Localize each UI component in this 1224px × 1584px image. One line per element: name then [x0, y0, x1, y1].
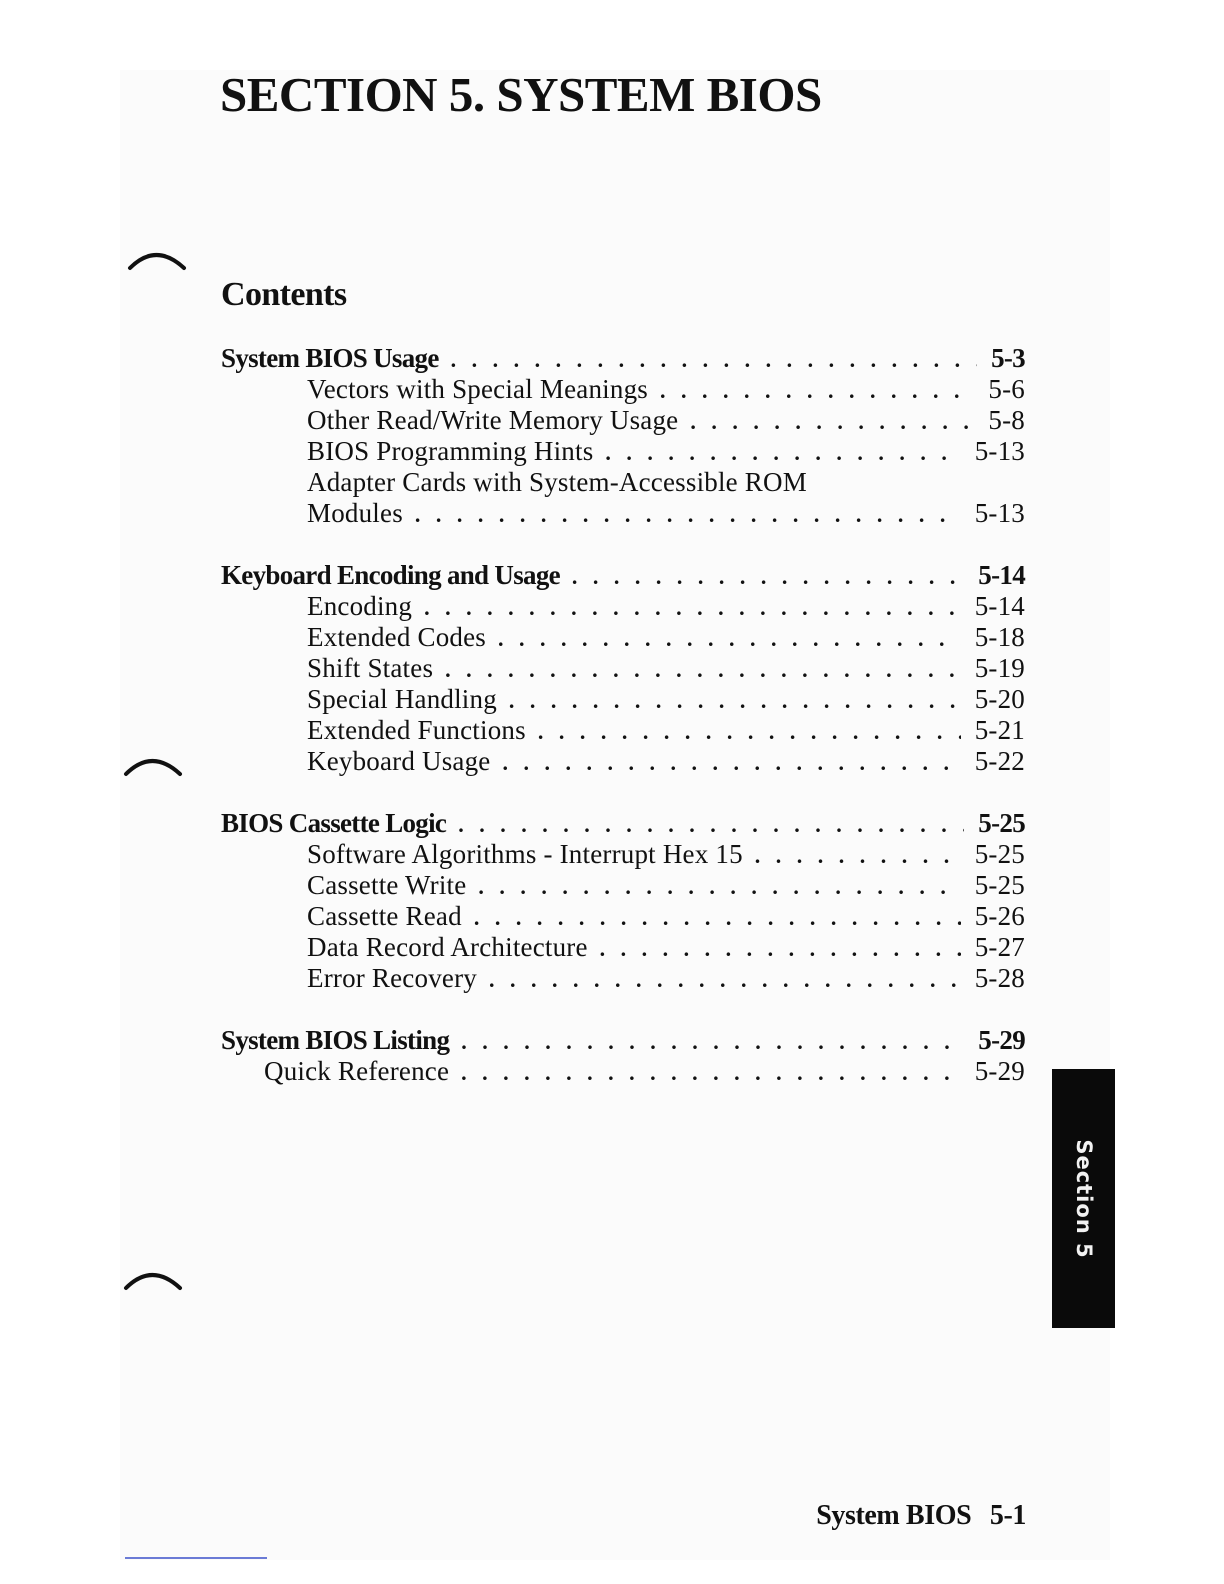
- toc-entry-title: Keyboard Encoding and Usage: [221, 560, 560, 590]
- toc-entry-title: Special Handling: [307, 684, 497, 714]
- section-tab: [1052, 1069, 1115, 1328]
- toc-entry[interactable]: [221, 498, 1025, 529]
- dot-leader: [424, 592, 961, 623]
- toc-entry-title: Software Algorithms - Interrupt Hex 15: [307, 839, 743, 869]
- dot-leader: [489, 964, 961, 995]
- toc-entry-title: Modules: [307, 498, 403, 528]
- toc-entry-page: 5-25: [974, 839, 1025, 869]
- toc-entry-major[interactable]: [221, 1025, 1025, 1056]
- toc-entry-title: Adapter Cards with System-Accessible ROM: [307, 467, 807, 497]
- toc-entry-title: BIOS Programming Hints: [307, 436, 594, 466]
- toc-entry-major[interactable]: [221, 808, 1025, 839]
- toc-entry[interactable]: [221, 746, 1025, 777]
- dot-leader: [474, 902, 961, 933]
- toc-entry-title: Extended Codes: [307, 622, 487, 652]
- toc-entry[interactable]: [221, 901, 1025, 932]
- toc-entry-major[interactable]: [221, 343, 1025, 374]
- toc-group-keyboard-encoding: [221, 560, 1025, 777]
- toc-entry-page: 5-19: [974, 653, 1025, 683]
- toc-entry-page: 5-6: [988, 374, 1025, 404]
- toc-entry-page: 5-14: [974, 591, 1025, 621]
- page-title: SECTION 5. SYSTEM BIOS: [220, 67, 822, 122]
- page-number: 5-1: [989, 1500, 1026, 1531]
- toc-entry-page: 5-27: [974, 932, 1025, 962]
- contents-heading: Contents: [221, 276, 347, 313]
- toc-entry-page: 5-28: [974, 963, 1025, 993]
- dot-leader: [445, 654, 961, 685]
- toc-entry[interactable]: [221, 932, 1025, 963]
- dot-leader: [509, 685, 961, 716]
- toc-entry-title: Cassette Write: [307, 870, 467, 900]
- toc-entry[interactable]: [221, 684, 1025, 715]
- toc-entry[interactable]: [221, 374, 1025, 405]
- toc-entry-page: 5-29: [974, 1056, 1025, 1086]
- toc-entry-page: 5-29: [978, 1025, 1025, 1055]
- binder-ring-mark-middle: [122, 752, 186, 782]
- toc-entry[interactable]: [221, 1056, 1025, 1087]
- scan-edge-line: [125, 1557, 267, 1559]
- dot-leader: [458, 809, 964, 840]
- toc-entry[interactable]: [221, 405, 1025, 436]
- toc-entry[interactable]: [221, 436, 1025, 467]
- toc-entry-page: 5-13: [974, 436, 1025, 466]
- toc-entry-title: System BIOS Listing: [221, 1025, 450, 1055]
- binder-ring-mark-top: [126, 246, 190, 276]
- dot-leader: [502, 747, 960, 778]
- toc-entry-title: Extended Functions: [307, 715, 526, 745]
- toc-entry[interactable]: [221, 715, 1025, 746]
- table-of-contents: [221, 343, 1025, 1118]
- toc-entry[interactable]: [221, 963, 1025, 994]
- toc-entry-page: 5-25: [978, 808, 1025, 838]
- toc-entry-title: Data Record Architecture: [307, 932, 588, 962]
- dot-leader: [451, 344, 977, 375]
- dot-leader: [690, 406, 974, 437]
- page-footer: [816, 1500, 1026, 1532]
- toc-entry-page: 5-14: [978, 560, 1025, 590]
- toc-entry[interactable]: [221, 591, 1025, 622]
- toc-entry-title: Vectors with Special Meanings: [307, 374, 648, 404]
- dot-leader: [461, 1026, 964, 1057]
- dot-leader: [538, 716, 961, 747]
- toc-entry-major[interactable]: [221, 560, 1025, 591]
- toc-entry-page: 5-8: [988, 405, 1025, 435]
- dot-leader: [498, 623, 961, 654]
- toc-entry-page: 5-13: [974, 498, 1025, 528]
- toc-group-system-bios-usage: [221, 343, 1025, 529]
- toc-entry-page: 5-25: [974, 870, 1025, 900]
- dot-leader: [478, 871, 960, 902]
- section-tab-label: Section 5: [1071, 1138, 1096, 1259]
- toc-entry-title: Encoding: [307, 591, 413, 621]
- toc-entry-continued[interactable]: [221, 467, 1025, 498]
- toc-entry-title: System BIOS Usage: [221, 343, 439, 373]
- dot-leader: [415, 499, 961, 530]
- dot-leader: [600, 933, 961, 964]
- dot-leader: [461, 1057, 961, 1088]
- toc-entry-page: 5-18: [974, 622, 1025, 652]
- toc-entry-page: 5-26: [974, 901, 1025, 931]
- dot-leader: [605, 437, 960, 468]
- toc-entry-title: Shift States: [307, 653, 434, 683]
- toc-entry-title: BIOS Cassette Logic: [221, 808, 447, 838]
- toc-entry-page: 5-22: [974, 746, 1025, 776]
- toc-group-bios-listing: [221, 1025, 1025, 1087]
- toc-entry-title: Error Recovery: [307, 963, 477, 993]
- dot-leader: [660, 375, 974, 406]
- toc-entry[interactable]: [221, 653, 1025, 684]
- footer-label: System BIOS: [816, 1500, 972, 1531]
- toc-entry-page: 5-20: [974, 684, 1025, 714]
- toc-entry-title: Other Read/Write Memory Usage: [307, 405, 679, 435]
- toc-entry[interactable]: [221, 622, 1025, 653]
- toc-entry-page: 5-21: [974, 715, 1025, 745]
- toc-group-cassette-logic: [221, 808, 1025, 994]
- toc-entry[interactable]: [221, 870, 1025, 901]
- binder-ring-mark-bottom: [122, 1266, 186, 1296]
- toc-entry-title: Keyboard Usage: [307, 746, 491, 776]
- toc-entry-title: Cassette Read: [307, 901, 462, 931]
- toc-entry-page: 5-3: [991, 343, 1025, 373]
- toc-entry[interactable]: [221, 839, 1025, 870]
- dot-leader: [755, 840, 961, 871]
- dot-leader: [572, 561, 964, 592]
- toc-entry-title: Quick Reference: [264, 1056, 450, 1086]
